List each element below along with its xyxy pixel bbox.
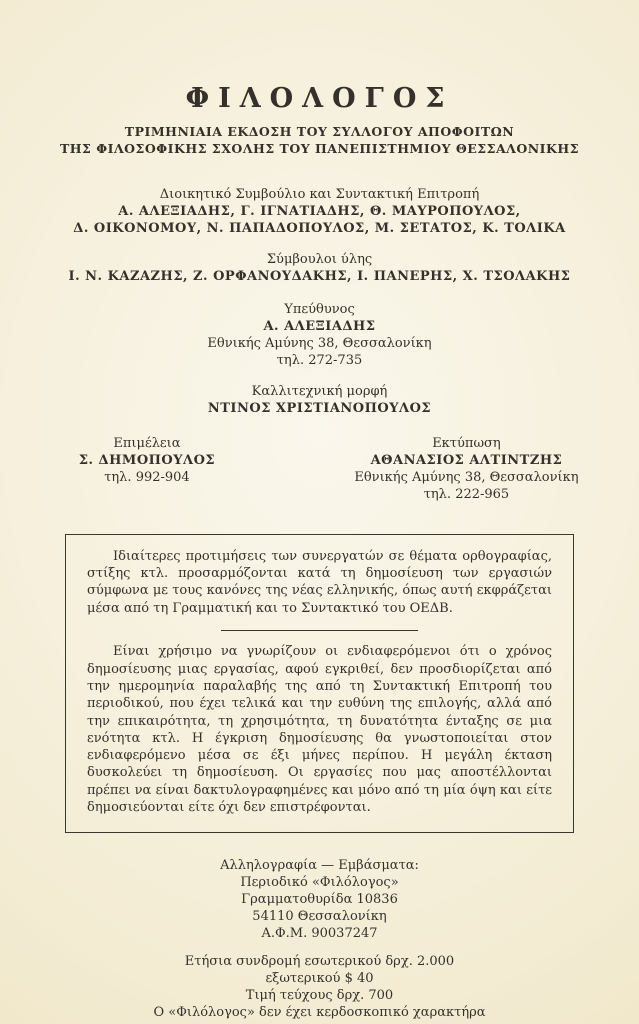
- credits-columns: [0, 435, 639, 503]
- editing-heading: Επιμέλεια: [113, 435, 181, 451]
- printing-name: ΑΘΑΝΑΣΙΟΣ ΑΛΤΙΝΤΖΗΣ: [370, 452, 563, 468]
- board-members-line: Δ. ΟΙΚΟΝΟΜΟΥ, Ν. ΠΑΠΑΔΟΠΟΥΛΟΣ, Μ. ΣΕΤΑΤΟΣ, Κ. ΤΟΛΙΚΑ: [73, 220, 566, 236]
- subscription-section: [0, 953, 639, 1021]
- printing-phone: τηλ. 222-965: [423, 486, 510, 502]
- artistic-name: ΝΤΙΝΟΣ ΧΡΙΣΤΙΑΝΟΠΟΥΛΟΣ: [207, 400, 432, 416]
- submission-notice-box: [65, 534, 574, 834]
- editing-name: Σ. ΔΗΜΟΠΟΥΛΟΣ: [78, 452, 216, 468]
- responsible-heading: Υπεύθυνος: [284, 301, 355, 317]
- advisors-heading: Σύμβουλοι ύλης: [266, 251, 373, 267]
- journal-subtitle-line: ΤΡΙΜΗΝΙΑΙΑ ΕΚΔΟΣΗ ΤΟΥ ΣΥΛΛΟΓΟΥ ΑΠΟΦΟΙΤΩΝ: [124, 123, 515, 139]
- correspondence-line: Α.Φ.Μ. 90037247: [261, 926, 378, 942]
- editing-phone: τηλ. 992-904: [104, 469, 190, 485]
- correspondence-line: Αλληλογραφία — Εμβάσματα:: [220, 858, 419, 874]
- editing-section: [0, 435, 294, 503]
- printing-address: Εθνικής Αμύνης 38, Θεσσαλονίκη: [354, 469, 579, 485]
- artistic-heading: Καλλιτεχνική μορφή: [251, 383, 388, 399]
- advisors-section: [0, 251, 639, 285]
- printing-heading: Εκτύπωση: [432, 435, 501, 451]
- subscription-line: εξωτερικού $ 40: [265, 971, 374, 987]
- correspondence-line: 54110 Θεσσαλονίκη: [252, 909, 387, 925]
- correspondence-section: [0, 857, 639, 942]
- board-heading: Διοικητικό Συμβούλιο και Συντακτική Επιτροπή: [159, 186, 480, 202]
- printing-section: [294, 435, 639, 503]
- correspondence-line: Γραμματοθυρίδα 10836: [241, 892, 398, 908]
- responsible-phone: τηλ. 272-735: [276, 352, 363, 368]
- subscription-line: Τιμή τεύχους δρχ. 700: [245, 988, 394, 1004]
- notice-paragraph-orthography: Ιδιαίτερες προτιμήσεις των συνεργατών σε θέματα ορθογραφίας, στίξης κτλ. προσαρμόζονται κατά τη δημοσίευση των εργασιών σύμφωνα με τους κανόνες της νέας ελληνικής, όπως αυτή εκφράζεται μέσα από τη Γραμματική και το Συντακτικό του ΟΕΔΒ.: [87, 548, 552, 616]
- responsible-section: [0, 301, 639, 369]
- correspondence-line: Περιοδικό «Φιλόλογος»: [240, 875, 399, 891]
- journal-subtitle: [0, 123, 639, 157]
- subscription-line: Ο «Φιλόλογος» δεν έχει κερδοσκοπικό χαρακτήρα: [153, 1005, 486, 1021]
- board-members-line: Α. ΑΛΕΞΙΑΔΗΣ, Γ. ΙΓΝΑΤΙΑΔΗΣ, Θ. ΜΑΥΡΟΠΟΥΛΟΣ,: [118, 203, 521, 219]
- notice-paragraph-publication: Είναι χρήσιμο να γνωρίζουν οι ενδιαφερόμενοι ότι ο χρόνος δημοσίευσης μιας εργασίας, αφού εγκριθεί, δεν προσδιορίζεται από την ημερομηνία παραλαβής της από τη Συντακτική Επιτροπή του περιοδικού, που έχει τελικά και την ευθύνη της επιλογής, αλλά από την επικαιρότητα, τη χρησιμότητα, τη δυνατότητα ένταξης σε μια ενότητα κτλ. Η έγκριση δημοσίευσης θα γνωστοποιείται στον ενδιαφερόμενο μέσα σε έξι μήνες περίπου. Η μεγάλη έκταση δυσκολεύει τη δημοσίευση. Οι εργασίες που μας αποστέλλονται πρέπει να είναι δακτυλογραφημένες και μόνο από τη μία όψη και είτε δημοσιεύονται είτε όχι δεν επιστρέφονται.: [87, 644, 552, 816]
- advisors-members-line: Ι. Ν. ΚΑΖΑΖΗΣ, Ζ. ΟΡΦΑΝΟΥΔΑΚΗΣ, Ι. ΠΑΝΕΡΗΣ, Χ. ΤΣΟΛΑΚΗΣ: [68, 268, 571, 284]
- board-section: [0, 186, 639, 237]
- responsible-name: Α. ΑΛΕΞΙΑΔΗΣ: [263, 318, 376, 334]
- artistic-section: [0, 383, 639, 417]
- paragraph-divider: [221, 630, 418, 632]
- subscription-line: Ετήσια συνδρομή εσωτερικού δρχ. 2.000: [184, 954, 455, 970]
- journal-title: ΦΙΛΟΛΟΓΟΣ: [185, 83, 454, 114]
- responsible-address: Εθνικής Αμύνης 38, Θεσσαλονίκη: [207, 335, 432, 351]
- journal-subtitle-line: ΤΗΣ ΦΙΛΟΣΟΦΙΚΗΣ ΣΧΟΛΗΣ ΤΟΥ ΠΑΝΕΠΙΣΤΗΜΙΟΥ ΘΕΣΣΑΛΟΝΙΚΗΣ: [59, 140, 580, 156]
